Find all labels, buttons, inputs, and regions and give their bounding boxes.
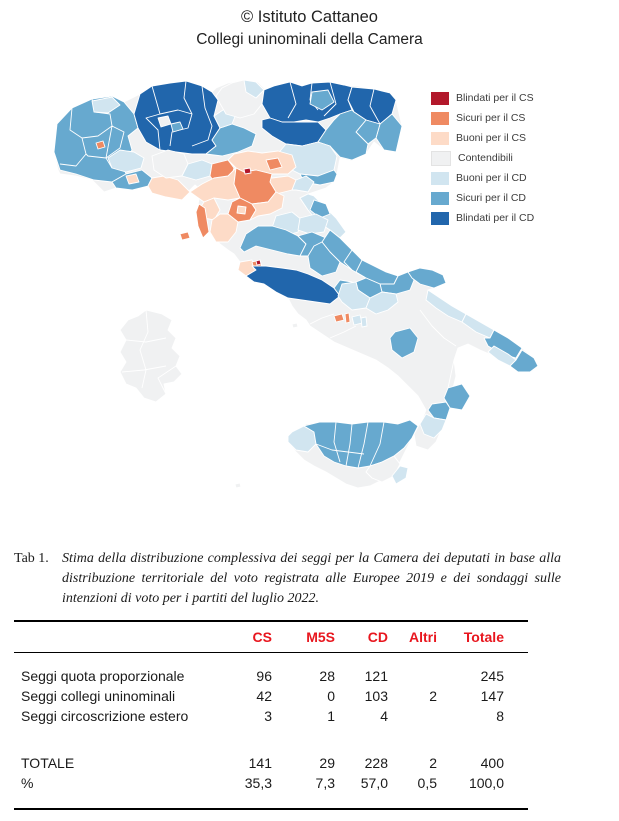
table-header-row: [14, 622, 528, 653]
cell-m5s: 29: [319, 755, 335, 771]
cell-totale: 8: [496, 708, 504, 724]
legend-item: [431, 88, 534, 108]
percent-row: [14, 773, 528, 793]
legend-swatch: [431, 212, 449, 225]
legend-label: Buoni per il CD: [456, 172, 527, 184]
cell-totale: 400: [480, 755, 504, 771]
page-title: © Istituto Cattaneo: [241, 8, 378, 26]
legend-label: Blindati per il CS: [456, 92, 534, 104]
row-label: Seggi quota proporzionale: [21, 668, 185, 684]
cell-cd: 4: [380, 708, 388, 724]
totale-row: [14, 753, 528, 773]
legend-swatch: [431, 92, 449, 105]
seats-table: [14, 620, 528, 810]
cell-cs: 42: [256, 688, 272, 704]
header-totale: Totale: [463, 629, 504, 645]
cell-altri: 0,5: [417, 775, 437, 791]
table-row: [14, 666, 528, 686]
legend-label: Blindati per il CD: [456, 212, 535, 224]
legend-swatch: [431, 172, 449, 185]
legend-label: Sicuri per il CS: [456, 112, 526, 124]
cell-cd: 57,0: [360, 775, 388, 791]
page-subtitle: Collegi uninominali della Camera: [196, 31, 423, 48]
cell-cs: 3: [264, 708, 272, 724]
legend-swatch: [431, 112, 449, 125]
cell-cs: 141: [248, 755, 272, 771]
cell-cs: 96: [256, 668, 272, 684]
cell-totale: 147: [480, 688, 504, 704]
cell-cd: 103: [364, 688, 388, 704]
header-cs: CS: [252, 629, 272, 645]
cell-cs: 35,3: [244, 775, 272, 791]
header-cd: CD: [367, 629, 388, 645]
cell-cd: 121: [364, 668, 388, 684]
legend-swatch: [431, 151, 451, 166]
cell-totale: 100,0: [468, 775, 504, 791]
caption-label: Tab 1.: [14, 551, 49, 566]
cell-m5s: 28: [319, 668, 335, 684]
legend-item: [431, 168, 534, 188]
table-row: [14, 706, 528, 726]
cell-cd: 228: [364, 755, 388, 771]
row-label: Seggi collegi uninominali: [21, 688, 176, 704]
cell-m5s: 7,3: [315, 775, 335, 791]
cell-altri: 2: [429, 688, 437, 704]
row-label: Seggi circoscrizione estero: [21, 708, 189, 724]
legend-label: Sicuri per il CD: [456, 192, 527, 204]
legend-item: [431, 148, 534, 168]
header-m5s: M5S: [306, 629, 335, 645]
caption-text: Stima della distribuzione complessiva dei seggi per la Camera dei deputati in base alla distribuzione territoriale del voto registrata alle Europee 2019 e dei sondaggi sulle intenzioni di voto per i partiti del luglio 2022.: [62, 551, 561, 606]
cell-altri: 2: [429, 755, 437, 771]
legend-swatch: [431, 132, 449, 145]
legend-item: [431, 208, 534, 228]
table-body: [14, 653, 528, 726]
row-label: TOTALE: [21, 755, 75, 771]
cell-totale: 245: [480, 668, 504, 684]
table-totals: [14, 726, 528, 793]
region-sicily: [235, 420, 418, 488]
legend-item: [431, 188, 534, 208]
cell-m5s: 0: [327, 688, 335, 704]
cell-m5s: 1: [327, 708, 335, 724]
table-caption: [14, 549, 561, 609]
row-label: %: [21, 775, 34, 791]
legend-swatch: [431, 192, 449, 205]
table-row: [14, 686, 528, 706]
map-legend: [431, 88, 534, 228]
legend-label: Contendibili: [458, 152, 513, 164]
legend-item: [431, 108, 534, 128]
legend-label: Buoni per il CS: [456, 132, 527, 144]
legend-item: [431, 128, 534, 148]
header-altri: Altri: [409, 629, 437, 645]
